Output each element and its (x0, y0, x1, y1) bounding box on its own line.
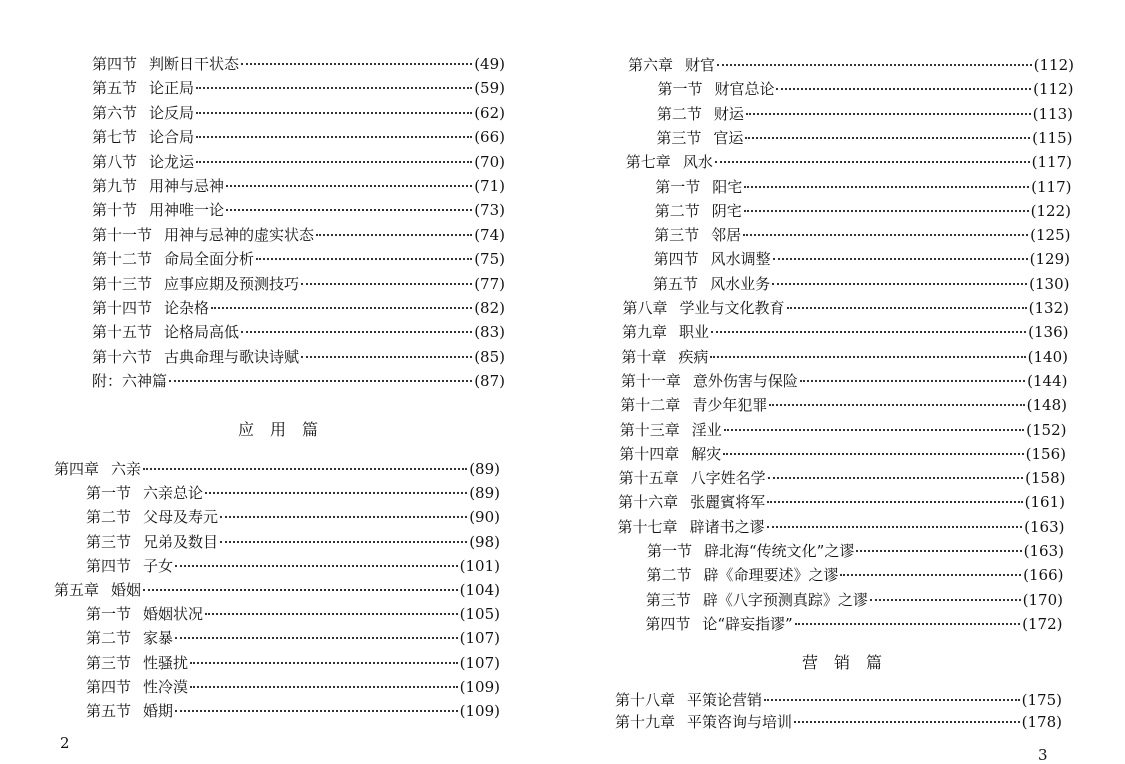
toc-entry (656, 128, 1072, 148)
toc-entry-section: 第十二节 (92, 250, 153, 269)
toc-entry-page: (158) (1025, 469, 1066, 488)
toc-entry-leader (211, 307, 472, 309)
toc-entry-title: 淫业 (691, 420, 722, 439)
toc-entry-section: 第七节 (92, 128, 138, 147)
toc-entry-page: (148) (1026, 396, 1067, 415)
right-section-heading: 营销篇 (802, 653, 899, 672)
toc-entry-leader (768, 477, 1023, 479)
toc-entry (86, 556, 500, 576)
toc-entry-section: 第十六节 (92, 347, 153, 366)
toc-entry-leader (241, 331, 472, 333)
toc-entry-section: 第三节 (656, 128, 702, 147)
toc-entry (619, 444, 1066, 464)
toc-entry-page: (166) (1023, 566, 1064, 585)
toc-entry (86, 628, 500, 648)
toc-entry-section: 第一节 (647, 542, 693, 560)
toc-entry-page: (152) (1026, 420, 1067, 439)
toc-entry-leader (196, 112, 472, 114)
toc-entry-section: 第一节 (86, 484, 132, 503)
toc-entry-section: 第二节 (86, 629, 132, 648)
toc-entry-title: 学业与文化教育 (679, 299, 785, 317)
toc-entry-page: (136) (1028, 323, 1069, 342)
toc-entry-leader (143, 468, 467, 470)
toc-entry (92, 78, 505, 98)
toc-entry (653, 274, 1069, 294)
toc-entry-title: 阳宅 (712, 177, 743, 196)
toc-entry-page: (62) (474, 103, 505, 122)
toc-entry-page: (140) (1027, 347, 1068, 366)
toc-entry-leader (205, 613, 458, 615)
toc-entry-title: 疾病 (678, 347, 709, 366)
toc-entry-page: (178) (1021, 713, 1062, 731)
toc-entry (620, 395, 1067, 415)
toc-entry-page: (117) (1031, 153, 1072, 172)
toc-entry-title: 论“辟妄指谬” (702, 614, 793, 633)
toc-entry-page: (122) (1030, 201, 1071, 220)
toc-entry-section: 第九节 (92, 177, 138, 195)
toc-entry (92, 249, 505, 269)
toc-entry-page: (101) (459, 556, 500, 575)
toc-entry-leader (795, 623, 1020, 625)
toc-entry-title: 论格局高低 (164, 323, 240, 342)
toc-entry-page: (129) (1029, 250, 1070, 269)
toc-entry (646, 565, 1063, 585)
toc-entry (621, 371, 1068, 391)
toc-entry-page: (132) (1028, 299, 1069, 317)
toc-entry-section: 第十一章 (620, 371, 681, 390)
toc-entry (86, 483, 500, 503)
toc-entry-title: 论杂格 (164, 299, 210, 317)
toc-entry-page: (163) (1024, 517, 1065, 536)
left-page-number: 2 (60, 734, 70, 752)
toc-entry-section: 第十三章 (619, 420, 680, 439)
toc-entry-title: 邻居 (711, 226, 742, 245)
toc-entry-title: 官运 (713, 128, 744, 147)
toc-entry (654, 225, 1070, 245)
toc-entry-page: (59) (474, 79, 505, 98)
toc-entry-page: (175) (1021, 691, 1062, 709)
toc-entry-section: 第十八章 (615, 691, 676, 709)
toc-entry-title: 兄弟及数目 (143, 532, 219, 551)
toc-entry-section: 第五章 (54, 581, 100, 599)
toc-entry-leader (241, 63, 472, 65)
toc-entry-leader (711, 331, 1026, 333)
toc-entry-page: (74) (474, 225, 505, 244)
toc-entry-section: 第十二章 (620, 396, 681, 415)
toc-entry-title: 婚姻 (111, 581, 142, 599)
toc-entry (86, 653, 500, 673)
toc-entry-section: 第十四章 (619, 444, 680, 463)
toc-entry-page: (66) (474, 128, 505, 147)
toc-entry (615, 712, 1062, 732)
toc-entry-leader (723, 453, 1023, 455)
toc-entry-title: 论龙运 (149, 152, 195, 171)
toc-entry-leader (220, 516, 467, 518)
toc-entry-title: 风水 (682, 153, 713, 172)
toc-entry-section: 第三节 (86, 653, 132, 672)
toc-entry-leader (196, 161, 472, 163)
toc-entry (92, 298, 505, 318)
toc-entry-title: 财官总论 (714, 80, 775, 99)
toc-entry-page: (163) (1023, 542, 1064, 560)
toc-entry-title: 风水业务 (710, 274, 771, 293)
toc-entry-page: (90) (469, 508, 500, 527)
toc-entry-leader (772, 283, 1027, 285)
toc-entry-leader (776, 88, 1031, 90)
toc-entry-title: 六亲 (111, 460, 142, 478)
toc-entry-title: 婚姻状况 (143, 605, 204, 624)
toc-entry-page: (105) (459, 605, 500, 624)
toc-entry-leader (744, 186, 1029, 188)
toc-entry-title: 辟《八字预测真踪》之谬 (702, 590, 868, 609)
toc-entry-section: 第十节 (92, 201, 138, 220)
toc-entry-page: (70) (474, 152, 505, 171)
toc-entry (647, 541, 1064, 561)
toc-entry-page: (98) (469, 532, 500, 551)
toc-entry-leader (301, 283, 472, 285)
toc-entry-section: 第一节 (86, 605, 132, 624)
toc-entry-title: 论合局 (149, 128, 195, 147)
toc-entry-section: 第四节 (645, 614, 691, 633)
toc-entry-leader (301, 356, 472, 358)
toc-entry-leader (767, 526, 1023, 528)
toc-entry-leader (764, 699, 1020, 701)
toc-entry-page: (73) (474, 201, 505, 220)
toc-entry (92, 322, 505, 342)
toc-entry-section: 第二节 (656, 104, 702, 123)
toc-entry (654, 249, 1070, 269)
toc-entry-page: (112) (1033, 80, 1074, 99)
toc-entry-page: (109) (459, 702, 500, 720)
toc-entry-leader (143, 589, 458, 591)
toc-entry-leader (856, 550, 1021, 552)
toc-entry (92, 347, 505, 367)
toc-entry-leader (710, 356, 1025, 358)
toc-entry-leader (717, 64, 1032, 66)
toc-entry-title: 用神与忌神的虚实状态 (164, 225, 315, 244)
toc-entry-section: 第一节 (657, 80, 703, 99)
toc-entry (54, 459, 500, 479)
toc-entry-page: (156) (1025, 444, 1066, 463)
toc-entry-page: (170) (1022, 590, 1063, 609)
toc-entry-title: 辟北海“传统文化”之谬 (704, 542, 855, 560)
toc-entry-leader (196, 136, 472, 138)
toc-entry-title: 父母及寿元 (143, 508, 219, 527)
toc-entry-page: (161) (1024, 493, 1065, 512)
toc-entry (86, 507, 500, 527)
toc-entry-page: (130) (1029, 274, 1070, 293)
toc-entry-title: 职业 (678, 323, 709, 342)
toc-entry (92, 176, 505, 196)
toc-entry-page: (87) (474, 372, 505, 391)
toc-entry-page: (117) (1031, 177, 1072, 196)
toc-entry (615, 690, 1062, 710)
toc-entry-section: 附：六神篇 (92, 372, 168, 391)
toc-entry-page: (115) (1032, 128, 1073, 147)
toc-entry-title: 平策咨询与培训 (687, 713, 793, 731)
toc-entry (657, 104, 1073, 124)
toc-entry-title: 命局全面分析 (164, 250, 255, 269)
toc-entry-title: 用神唯一论 (149, 201, 225, 220)
toc-entry (628, 55, 1074, 75)
toc-entry-leader (256, 258, 472, 260)
toc-entry-leader (743, 234, 1028, 236)
toc-entry-leader (316, 234, 472, 236)
toc-entry-section: 第十章 (621, 347, 667, 366)
toc-entry-title: 子女 (143, 556, 174, 575)
toc-entry-leader (724, 429, 1024, 431)
left-section-heading: 应用篇 (238, 420, 335, 439)
toc-entry-section: 第三节 (86, 532, 132, 551)
toc-entry (619, 468, 1066, 488)
toc-entry-page: (83) (474, 323, 505, 342)
toc-entry-title: 论正局 (149, 79, 195, 98)
toc-entry-title: 应事应期及预测技巧 (164, 274, 300, 293)
toc-entry-page: (104) (459, 581, 500, 599)
toc-entry-title: 风水调整 (710, 250, 771, 269)
toc-entry-page: (125) (1030, 226, 1071, 245)
toc-entry (92, 103, 505, 123)
toc-entry-title: 意外伤害与保险 (692, 371, 798, 390)
toc-entry-title: 论反局 (149, 103, 195, 122)
toc-entry-title: 青少年犯罪 (692, 396, 768, 415)
toc-entry (92, 152, 505, 172)
toc-entry-section: 第十六章 (618, 493, 679, 512)
toc-entry-page: (89) (469, 460, 500, 478)
toc-entry (86, 604, 500, 624)
toc-entry-leader (840, 574, 1021, 576)
toc-entry-section: 第四节 (86, 677, 132, 696)
toc-entry-section: 第六章 (628, 56, 674, 74)
toc-entry-section: 第四节 (653, 250, 699, 269)
toc-entry-page: (107) (459, 629, 500, 648)
toc-entry-title: 解灾 (691, 444, 722, 463)
toc-entry-page: (49) (474, 55, 505, 73)
toc-entry-title: 性冷漠 (143, 677, 189, 696)
toc-entry (618, 517, 1065, 537)
toc-entry (626, 152, 1072, 172)
toc-entry-section: 第八章 (622, 299, 668, 317)
toc-entry-leader (745, 137, 1030, 139)
toc-entry-section: 第八节 (92, 152, 138, 171)
toc-entry-leader (870, 599, 1021, 601)
toc-entry-title: 性骚扰 (143, 653, 189, 672)
toc-entry-leader (169, 380, 472, 382)
toc-entry (86, 532, 500, 552)
toc-entry-page: (107) (459, 653, 500, 672)
toc-entry-title: 财官 (685, 56, 716, 74)
toc-entry (92, 127, 505, 147)
toc-entry (92, 200, 505, 220)
toc-entry (618, 492, 1065, 512)
toc-entry-page: (109) (459, 677, 500, 696)
toc-entry (623, 298, 1070, 318)
toc-entry-leader (175, 565, 458, 567)
toc-entry (621, 347, 1068, 367)
toc-entry-leader (767, 501, 1023, 503)
toc-entry-section: 第五节 (653, 274, 699, 293)
toc-entry-leader (800, 380, 1025, 382)
toc-entry-section: 第十五章 (618, 469, 679, 488)
toc-entry-page: (144) (1027, 371, 1068, 390)
toc-entry-section: 第九章 (621, 323, 667, 342)
toc-entry-leader (226, 209, 472, 211)
toc-entry (92, 371, 505, 391)
toc-entry-page: (112) (1033, 56, 1074, 74)
toc-entry-title: 家暴 (143, 629, 174, 648)
toc-entry-leader (794, 721, 1020, 723)
toc-entry-section: 第六节 (92, 103, 138, 122)
toc-entry-section: 第四节 (92, 55, 138, 73)
toc-entry (86, 701, 500, 721)
toc-entry-page: (172) (1022, 614, 1063, 633)
toc-entry-section: 第三节 (645, 590, 691, 609)
toc-entry-title: 张麗賓将军 (690, 493, 766, 512)
toc-entry (92, 54, 505, 74)
toc-entry-section: 第十七章 (617, 517, 678, 536)
toc-entry-page: (113) (1032, 104, 1073, 123)
toc-entry-section: 第五节 (92, 79, 138, 98)
toc-entry-title: 财运 (713, 104, 744, 123)
toc-entry-page: (71) (474, 177, 505, 195)
toc-entry-leader (746, 113, 1031, 115)
toc-entry-title: 辟诸书之谬 (689, 517, 765, 536)
right-page-number: 3 (1038, 746, 1048, 764)
toc-entry-title: 婚期 (143, 702, 174, 720)
toc-entry-section: 第四章 (54, 460, 100, 478)
toc-entry (54, 580, 500, 600)
toc-entry-leader (769, 404, 1024, 406)
toc-entry-title: 判断日干状态 (149, 55, 240, 73)
toc-entry-leader (196, 87, 472, 89)
toc-entry-title: 古典命理与歌诀诗赋 (164, 347, 300, 366)
toc-entry-section: 第二节 (646, 566, 692, 585)
toc-entry (655, 177, 1071, 197)
toc-entry-leader (715, 161, 1030, 163)
toc-entry-title: 阴宅 (711, 201, 742, 220)
toc-entry-page: (77) (474, 274, 505, 293)
toc-entry-leader (226, 185, 472, 187)
toc-entry-leader (787, 307, 1027, 309)
toc-entry-section: 第二节 (86, 508, 132, 527)
toc-entry-title: 平策论营销 (687, 691, 763, 709)
toc-entry-section: 第三节 (654, 226, 700, 245)
toc-entry-page: (89) (469, 484, 500, 503)
toc-entry-title: 六亲总论 (143, 484, 204, 503)
toc-entry (86, 677, 500, 697)
toc-entry-leader (744, 210, 1029, 212)
toc-entry-title: 八字姓名学 (690, 469, 766, 488)
toc-entry-leader (175, 710, 458, 712)
toc-entry (92, 274, 505, 294)
toc-entry (620, 420, 1067, 440)
toc-entry-title: 辟《命理要述》之谬 (703, 566, 839, 585)
toc-entry-section: 第十四节 (92, 299, 153, 317)
toc-entry (92, 225, 505, 245)
toc-entry (645, 614, 1062, 634)
toc-entry-page: (75) (474, 250, 505, 269)
toc-entry-leader (175, 637, 458, 639)
toc-entry-section: 第一节 (655, 177, 701, 196)
toc-entry (622, 322, 1069, 342)
toc-entry-leader (190, 686, 458, 688)
toc-entry-section: 第二节 (654, 201, 700, 220)
toc-entry-section: 第十三节 (92, 274, 153, 293)
toc-entry (646, 590, 1063, 610)
toc-entry-section: 第十一节 (92, 225, 153, 244)
toc-entry (655, 201, 1071, 221)
toc-entry (657, 79, 1073, 99)
toc-entry-page: (85) (474, 347, 505, 366)
toc-entry-page: (82) (474, 299, 505, 317)
toc-entry-section: 第七章 (625, 153, 671, 172)
toc-entry-leader (220, 541, 467, 543)
toc-entry-leader (205, 492, 467, 494)
toc-entry-section: 第五节 (86, 702, 132, 720)
toc-entry-section: 第十九章 (615, 713, 676, 731)
toc-entry-section: 第四节 (86, 556, 132, 575)
toc-entry-section: 第十五节 (92, 323, 153, 342)
toc-entry-leader (190, 662, 458, 664)
toc-entry-leader (773, 258, 1028, 260)
toc-entry-title: 用神与忌神 (149, 177, 225, 195)
